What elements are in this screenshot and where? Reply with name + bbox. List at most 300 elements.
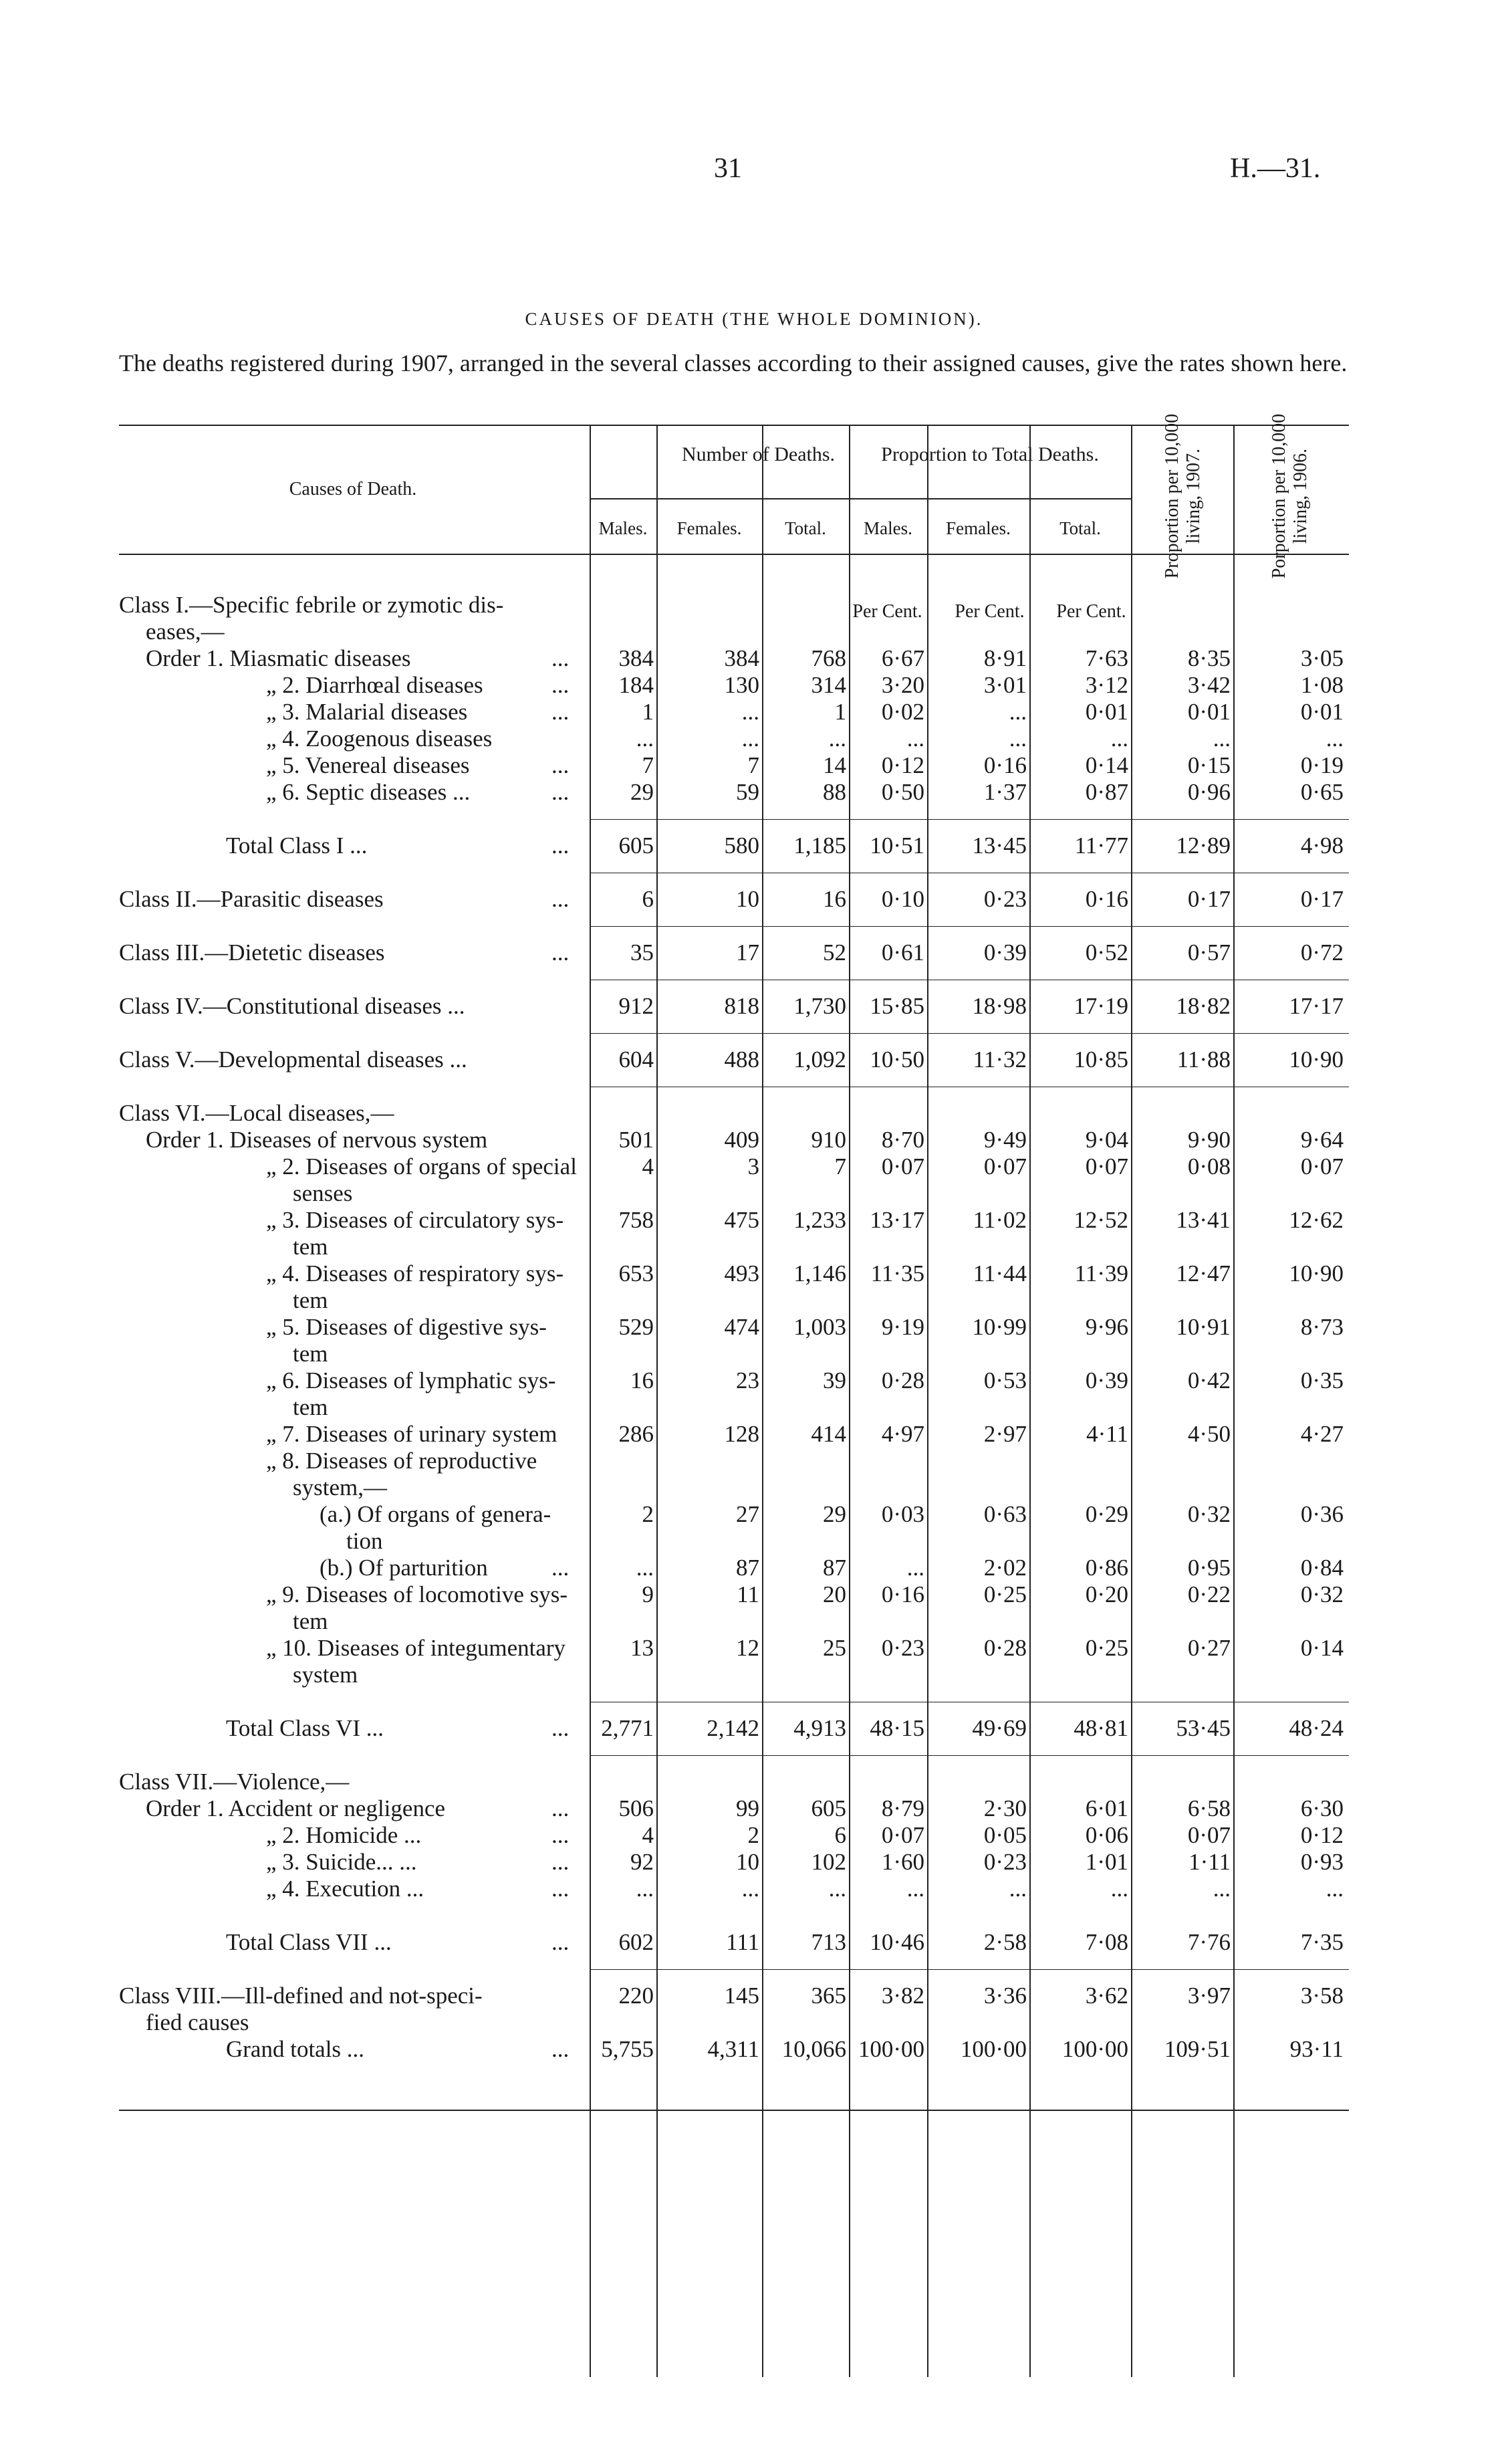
causes-header: Causes of Death. (289, 479, 417, 499)
row-value: 29 (630, 779, 654, 805)
row-value: 0·23 (983, 1849, 1027, 1875)
row-value: ... (741, 725, 759, 752)
row-value: 35 (630, 939, 654, 966)
row-value: 0·32 (1187, 1501, 1231, 1527)
row-value: 48·24 (1289, 1715, 1344, 1741)
row-leader-dots: ... (551, 1795, 570, 1821)
row-value: 7·76 (1187, 1929, 1231, 1955)
row-value: 3·97 (1187, 1983, 1231, 2009)
row-value: 12·89 (1176, 832, 1231, 859)
row-value: 29 (823, 1501, 846, 1527)
row-value: 12 (736, 1635, 759, 1661)
row-value: 529 (618, 1314, 654, 1340)
row-value: 0·07 (1187, 1822, 1231, 1848)
row-label: „ 3. Malarial diseases (266, 699, 468, 725)
row-value: 145 (724, 1983, 759, 2009)
row-value: 0·53 (983, 1367, 1027, 1393)
row-value: 8·79 (881, 1795, 924, 1821)
row-value: 0·61 (881, 939, 924, 966)
row-label: „ 3. Suicide... ... (266, 1849, 417, 1875)
row-value: 39 (823, 1367, 846, 1393)
row-value: 4·98 (1300, 832, 1344, 859)
row-label: „ 3. Diseases of circulatory sys- (266, 1207, 564, 1233)
row-value: 506 (618, 1795, 654, 1821)
row-value: 18·82 (1176, 993, 1231, 1019)
row-value: 0·65 (1300, 779, 1344, 805)
sub-header: Total. (785, 518, 826, 538)
row-value: 0·06 (1085, 1822, 1128, 1848)
row-leader-dots: ... (551, 779, 570, 805)
row-value: 0·05 (983, 1822, 1027, 1848)
row-value: 10·46 (870, 1929, 924, 1955)
row-value: 13 (630, 1635, 654, 1661)
row-value: 4,913 (793, 1715, 846, 1741)
row-label-cont: senses (293, 1180, 353, 1206)
row-value: 3·82 (881, 1983, 924, 2009)
row-value: 0·63 (983, 1501, 1027, 1527)
row-value: 12·47 (1176, 1260, 1231, 1286)
intro-paragraph: The deaths registered during 1907, arranged in the several classes according to their assigned causes, give the rates shown here. (119, 350, 1348, 376)
row-value: 4·11 (1086, 1421, 1128, 1447)
page-reference: H.—31. (1230, 153, 1321, 184)
row-value: ... (1110, 1876, 1128, 1902)
row-value: 3 (747, 1153, 759, 1180)
row-value: ... (1213, 1876, 1231, 1902)
per-cent-label: Per Cent. (852, 601, 922, 622)
header-mid-rule (590, 498, 1131, 499)
row-value: 602 (618, 1929, 654, 1955)
row-value: 474 (724, 1314, 759, 1340)
row-leader-dots: ... (551, 645, 570, 671)
row-value: 4·97 (881, 1421, 924, 1447)
row-label: Grand totals ... (226, 2036, 365, 2062)
row-value: 111 (726, 1929, 759, 1955)
row-value: 49·69 (972, 1715, 1027, 1741)
row-label: Total Class VII ... (226, 1929, 392, 1955)
row-value: 9·90 (1187, 1127, 1231, 1153)
row-value: 17 (736, 939, 759, 966)
row-value: 6·30 (1300, 1795, 1344, 1821)
row-value: 2 (747, 1822, 759, 1848)
row-value: 6·67 (881, 645, 924, 671)
row-value: 17·17 (1289, 993, 1344, 1019)
row-value: 8·35 (1187, 645, 1231, 671)
row-value: 25 (823, 1635, 846, 1661)
row-value: 11·77 (1074, 832, 1128, 859)
row-value: 3·12 (1085, 672, 1128, 698)
row-value: 1,146 (793, 1260, 846, 1286)
row-value: ... (1009, 725, 1027, 752)
row-value: ... (636, 725, 654, 752)
row-value: 100·00 (1061, 2036, 1128, 2062)
row-value: 0·42 (1187, 1367, 1231, 1393)
row-value: 18·98 (972, 993, 1027, 1019)
row-label: Total Class VI ... (226, 1715, 384, 1741)
row-value: 0·39 (1085, 1367, 1128, 1393)
row-value: 184 (618, 672, 654, 698)
row-value: 10 (736, 1849, 759, 1875)
row-value: 11·44 (973, 1260, 1027, 1286)
sub-header: Males. (598, 518, 648, 538)
row-leader-dots: ... (551, 886, 570, 912)
row-value: ... (828, 1876, 846, 1902)
row-value: 100·00 (960, 2036, 1027, 2062)
row-value: 0·36 (1300, 1501, 1344, 1527)
row-value: 314 (811, 672, 846, 698)
row-value: 2·02 (983, 1555, 1027, 1581)
row-value: 9·64 (1300, 1127, 1344, 1153)
row-leader-dots: ... (551, 1555, 570, 1581)
row-value: 2,771 (601, 1715, 654, 1741)
row-value: 6·58 (1187, 1795, 1231, 1821)
row-value: 17·19 (1074, 993, 1128, 1019)
row-value: 0·29 (1085, 1501, 1128, 1527)
row-value: 8·70 (881, 1127, 924, 1153)
row-value: 92 (630, 1849, 654, 1875)
row-value: 0·16 (881, 1581, 924, 1607)
row-label: (b.) Of parturition (320, 1555, 488, 1581)
row-value: 4 (642, 1153, 654, 1180)
per-cent-label: Per Cent. (955, 601, 1025, 622)
row-label: Order 1. Accident or negligence (146, 1795, 446, 1821)
row-value: 475 (724, 1207, 759, 1233)
row-value: 0·12 (881, 752, 924, 778)
row-value: 7 (747, 752, 759, 778)
row-value: 7·35 (1300, 1929, 1344, 1955)
row-value: 0·27 (1187, 1635, 1231, 1661)
row-value: ... (1110, 725, 1128, 752)
row-label-cont: system,— (293, 1474, 387, 1500)
number-of-deaths-header: Number of Deaths. (681, 443, 836, 465)
row-label: Order 1. Diseases of nervous system (146, 1127, 488, 1153)
row-value: 16 (630, 1367, 654, 1393)
row-value: 48·15 (870, 1715, 924, 1741)
row-value: 3·58 (1300, 1983, 1344, 2009)
row-value: 0·08 (1187, 1153, 1231, 1180)
row-value: 2,142 (707, 1715, 759, 1741)
row-value: ... (741, 1876, 759, 1902)
row-value: 0·20 (1085, 1581, 1128, 1607)
row-value: 501 (618, 1127, 654, 1153)
page-number: 31 (714, 153, 742, 184)
row-value: 0·23 (881, 1635, 924, 1661)
row-value: 6·01 (1085, 1795, 1128, 1821)
row-value: 0·72 (1300, 939, 1344, 966)
row-value: 488 (724, 1046, 759, 1073)
row-value: 3·62 (1085, 1983, 1128, 2009)
row-leader-dots: ... (551, 672, 570, 698)
row-value: 912 (618, 993, 654, 1019)
row-label: (a.) Of organs of genera- (320, 1501, 551, 1527)
row-label: „ 10. Diseases of integumentary (266, 1635, 566, 1661)
row-value: 109·51 (1164, 2036, 1231, 2062)
row-value: 9·04 (1085, 1127, 1128, 1153)
row-label: Class III.—Dietetic diseases (119, 939, 385, 966)
row-label: „ 5. Venereal diseases (266, 752, 470, 778)
row-value: 3·05 (1300, 645, 1344, 671)
row-value: 493 (724, 1260, 759, 1286)
row-value: 1·08 (1300, 672, 1344, 698)
row-value: 0·86 (1085, 1555, 1128, 1581)
row-value: 653 (618, 1260, 654, 1286)
row-value: 605 (811, 1795, 846, 1821)
row-label: „ 9. Diseases of locomotive sys- (266, 1581, 568, 1607)
row-leader-dots: ... (551, 939, 570, 966)
row-value: 1,185 (793, 832, 846, 859)
row-value: 48·81 (1074, 1715, 1128, 1741)
row-value: 14 (823, 752, 846, 778)
row-value: 16 (823, 886, 846, 912)
sub-header: Total. (1059, 518, 1101, 538)
row-leader-dots: ... (551, 1929, 570, 1955)
row-label: Class II.—Parasitic diseases (119, 886, 384, 912)
row-label: „ 6. Septic diseases ... (266, 779, 471, 805)
row-value: 13·17 (870, 1207, 924, 1233)
row-label: „ 4. Diseases of respiratory sys- (266, 1260, 564, 1286)
row-value: 1,233 (793, 1207, 846, 1233)
row-label: Class I.—Specific febrile or zymotic dis- (119, 592, 504, 618)
row-label-cont: tem (293, 1234, 328, 1260)
row-value: 1·11 (1188, 1849, 1231, 1875)
row-value: 0·17 (1187, 886, 1231, 912)
row-value: 10·51 (870, 832, 924, 859)
sub-header: Females. (676, 518, 742, 538)
row-value: ... (636, 1555, 654, 1581)
row-value: 59 (736, 779, 759, 805)
row-label: Class VI.—Local diseases,— (119, 1100, 394, 1126)
row-value: 87 (736, 1555, 759, 1581)
row-value: 130 (724, 672, 759, 698)
row-value: 0·19 (1300, 752, 1344, 778)
row-value: 13·41 (1176, 1207, 1231, 1233)
prop-1906-header: Porportion per 10,000 living, 1906. (1269, 413, 1311, 579)
row-value: 0·07 (983, 1153, 1027, 1180)
row-value: 12·62 (1289, 1207, 1344, 1233)
row-value: 10·50 (870, 1046, 924, 1073)
row-value: ... (1009, 1876, 1027, 1902)
row-value: 27 (736, 1501, 759, 1527)
row-value: 11·32 (973, 1046, 1027, 1073)
row-value: 0·23 (983, 886, 1027, 912)
row-value: 0·03 (881, 1501, 924, 1527)
row-value: 7·63 (1085, 645, 1128, 671)
row-value: 0·16 (1085, 886, 1128, 912)
row-label-cont: tem (293, 1394, 328, 1420)
row-value: 6 (834, 1822, 846, 1848)
row-label-cont: tem (293, 1287, 328, 1313)
row-value: 0·07 (881, 1822, 924, 1848)
row-value: 605 (618, 832, 654, 859)
row-value: 0·57 (1187, 939, 1231, 966)
sub-header: Females. (946, 518, 1011, 538)
row-value: 2·58 (983, 1929, 1027, 1955)
row-label: Total Class I ... (226, 832, 368, 859)
row-value: 12·52 (1074, 1207, 1128, 1233)
row-value: 2 (642, 1501, 654, 1527)
row-value: 10·91 (1176, 1314, 1231, 1340)
row-leader-dots: ... (551, 2036, 570, 2062)
row-label: „ 2. Homicide ... (266, 1822, 422, 1848)
row-label: Class VIII.—Ill-defined and not-speci- (119, 1983, 483, 2009)
row-value: 0·10 (881, 886, 924, 912)
row-value: 11·35 (870, 1260, 924, 1286)
row-rule (590, 1969, 1349, 1970)
row-value: 23 (736, 1367, 759, 1393)
row-value: 0·93 (1300, 1849, 1344, 1875)
row-value: 0·25 (1085, 1635, 1128, 1661)
row-value: 0·35 (1300, 1367, 1344, 1393)
row-value: ... (636, 1876, 654, 1902)
row-value: 0·52 (1085, 939, 1128, 966)
row-value: 0·14 (1300, 1635, 1344, 1661)
row-value: 4·50 (1187, 1421, 1231, 1447)
row-value: 0·01 (1085, 699, 1128, 725)
row-value: 1·01 (1085, 1849, 1128, 1875)
row-value: 0·15 (1187, 752, 1231, 778)
row-value: 818 (724, 993, 759, 1019)
row-value: 1,003 (793, 1314, 846, 1340)
row-leader-dots: ... (551, 1849, 570, 1875)
row-value: 7 (642, 752, 654, 778)
row-label-cont: system (293, 1662, 358, 1688)
row-label: „ 4. Execution ... (266, 1876, 424, 1902)
row-value: 102 (811, 1849, 846, 1875)
row-label-cont: eases,— (146, 619, 225, 645)
row-value: 20 (823, 1581, 846, 1607)
row-value: 384 (724, 645, 759, 671)
row-value: 8·91 (983, 645, 1027, 671)
row-value: 1·37 (983, 779, 1027, 805)
row-value: 409 (724, 1127, 759, 1153)
row-value: 9·49 (983, 1127, 1027, 1153)
row-label: „ 8. Diseases of reproductive (266, 1448, 537, 1474)
row-label: Class V.—Developmental diseases ... (119, 1046, 467, 1073)
row-value: 0·07 (1085, 1153, 1128, 1180)
row-value: 0·28 (881, 1367, 924, 1393)
row-value: 910 (811, 1127, 846, 1153)
row-value: 0·17 (1300, 886, 1344, 912)
row-value: 1,730 (793, 993, 846, 1019)
row-value: 8·73 (1300, 1314, 1344, 1340)
row-value: ... (1326, 1876, 1344, 1902)
row-rule (590, 1755, 1349, 1756)
row-value: 580 (724, 832, 759, 859)
row-value: ... (828, 725, 846, 752)
row-value: 0·32 (1300, 1581, 1344, 1607)
row-label: Class VII.—Violence,— (119, 1769, 350, 1795)
row-value: ... (741, 699, 759, 725)
table-bottom-rule (119, 2110, 1349, 2111)
row-leader-dots: ... (551, 752, 570, 778)
row-value: 15·85 (870, 993, 924, 1019)
row-value: 0·07 (1300, 1153, 1344, 1180)
section-title: CAUSES OF DEATH (THE WHOLE DOMINION). (525, 309, 983, 329)
row-label: „ 2. Diseases of organs of special (266, 1153, 577, 1180)
row-value: 87 (823, 1555, 846, 1581)
row-label: „ 6. Diseases of lymphatic sys- (266, 1367, 556, 1393)
row-value: 11 (737, 1581, 759, 1607)
row-value: 2·30 (983, 1795, 1027, 1821)
row-value: 1·60 (881, 1849, 924, 1875)
row-value: ... (1009, 699, 1027, 725)
row-value: 1,092 (793, 1046, 846, 1073)
row-value: 53·45 (1176, 1715, 1231, 1741)
row-value: 0·84 (1300, 1555, 1344, 1581)
row-rule (590, 819, 1349, 820)
row-value: 4,311 (707, 2036, 759, 2062)
row-value: 10·90 (1289, 1046, 1344, 1073)
row-value: 10 (736, 886, 759, 912)
row-label: Order 1. Miasmatic diseases (146, 645, 411, 671)
row-value: 4 (642, 1822, 654, 1848)
row-value: 0·12 (1300, 1822, 1344, 1848)
row-value: 0·95 (1187, 1555, 1231, 1581)
row-value: ... (906, 1555, 924, 1581)
row-value: 3·20 (881, 672, 924, 698)
row-value: 10,066 (781, 2036, 846, 2062)
row-value: 3·42 (1187, 672, 1231, 698)
row-value: 713 (811, 1929, 846, 1955)
per-cent-label: Per Cent. (1056, 601, 1126, 622)
row-value: 128 (724, 1421, 759, 1447)
row-value: 0·14 (1085, 752, 1128, 778)
row-value: 0·25 (983, 1581, 1027, 1607)
row-value: 384 (618, 645, 654, 671)
row-value: 2·97 (983, 1421, 1027, 1447)
row-value: 0·87 (1085, 779, 1128, 805)
row-value: 10·90 (1289, 1260, 1344, 1286)
row-value: 5,755 (601, 2036, 654, 2062)
row-value: 414 (811, 1421, 846, 1447)
sub-header: Males. (864, 518, 912, 538)
row-value: 1 (642, 699, 654, 725)
row-value: ... (1213, 725, 1231, 752)
row-value: 758 (618, 1207, 654, 1233)
row-value: 10·85 (1074, 1046, 1128, 1073)
row-value: 9·19 (881, 1314, 924, 1340)
row-value: ... (1326, 725, 1344, 752)
row-value: 0·02 (881, 699, 924, 725)
row-label: Class IV.—Constitutional diseases ... (119, 993, 465, 1019)
row-value: 0·01 (1187, 699, 1231, 725)
row-leader-dots: ... (551, 699, 570, 725)
row-value: 0·07 (881, 1153, 924, 1180)
row-value: 13·45 (972, 832, 1027, 859)
row-value: 9·96 (1085, 1314, 1128, 1340)
row-value: 93·11 (1289, 2036, 1344, 2062)
row-leader-dots: ... (551, 1876, 570, 1902)
row-value: 6 (642, 886, 654, 912)
row-value: 7 (834, 1153, 846, 1180)
row-value: 286 (618, 1421, 654, 1447)
row-label-cont: tion (346, 1528, 383, 1554)
row-leader-dots: ... (551, 1822, 570, 1848)
row-value: 10·99 (972, 1314, 1027, 1340)
row-rule (590, 1033, 1349, 1034)
row-value: 1 (834, 699, 846, 725)
row-value: 0·28 (983, 1635, 1027, 1661)
row-value: 99 (736, 1795, 759, 1821)
row-leader-dots: ... (551, 832, 570, 859)
row-value: ... (906, 725, 924, 752)
row-value: 0·39 (983, 939, 1027, 966)
row-value: 0·96 (1187, 779, 1231, 805)
row-value: 3·01 (983, 672, 1027, 698)
row-label: „ 7. Diseases of urinary system (266, 1421, 557, 1447)
row-value: 7·08 (1085, 1929, 1128, 1955)
row-value: 365 (811, 1983, 846, 2009)
row-value: 220 (618, 1983, 654, 2009)
